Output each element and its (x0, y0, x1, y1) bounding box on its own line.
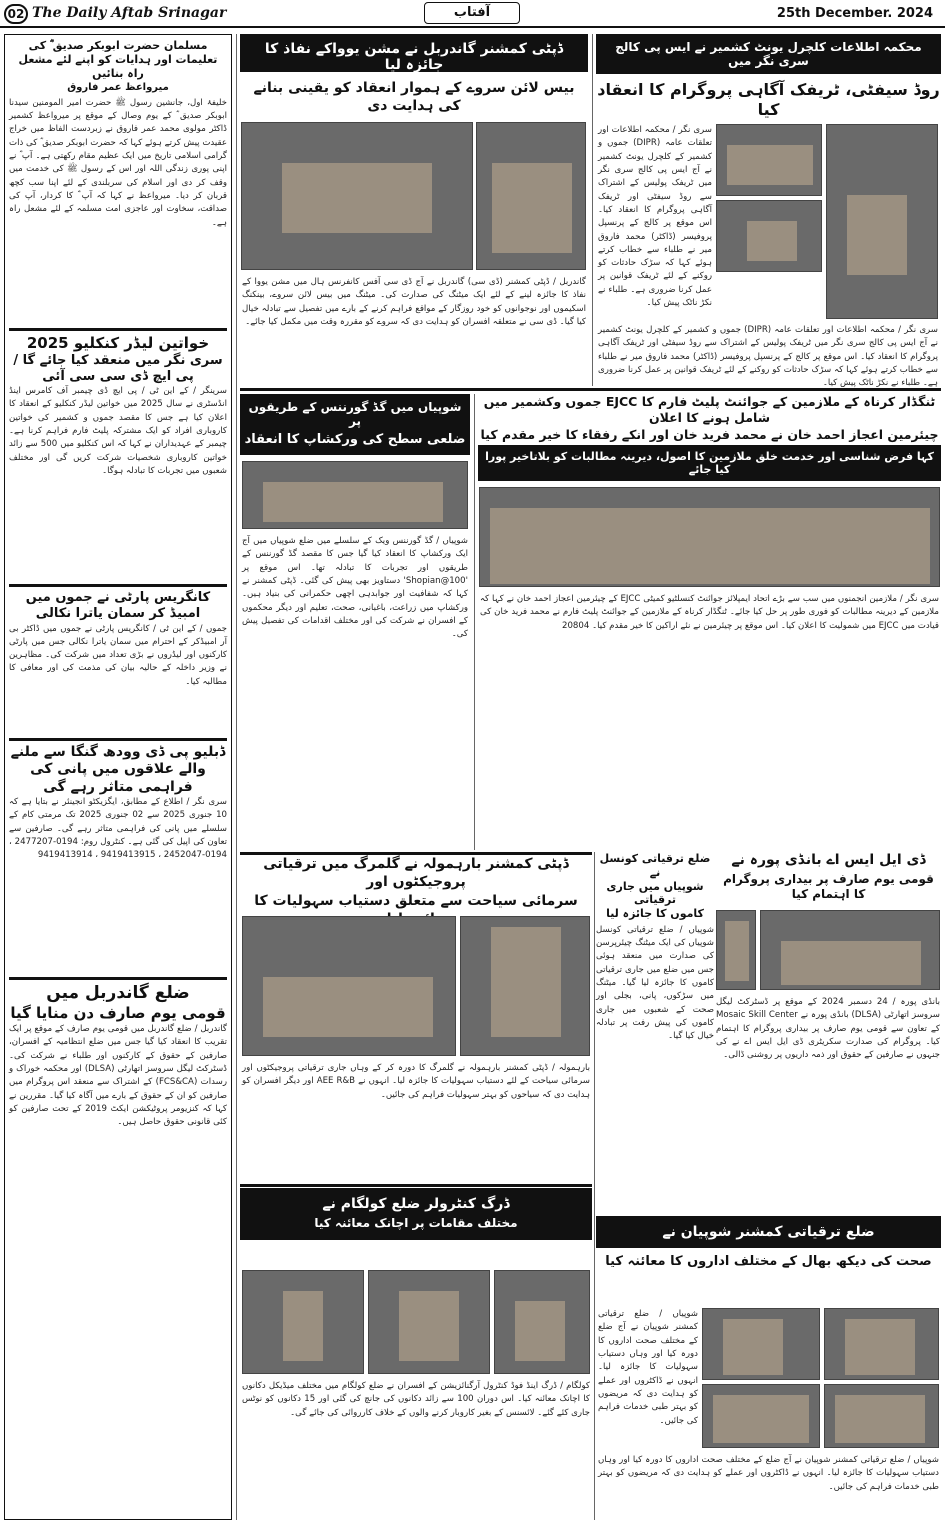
a8-photo-3 (494, 1270, 590, 1374)
a1-head-1: محکمہ اطلاعات کلچرل یونٹ کشمیر نے ایس پی کالج سری نگر میں (596, 34, 941, 74)
a9-head-1: ضلع ترقیاتی کمشنر شوپیان نے (596, 1216, 941, 1248)
a9-photo-2 (824, 1308, 939, 1380)
left-head-1: مسلمان حضرت ابوبکر صدیق ؓ کی تعلیمات اور ہدایات کو اپنے لئے مشعل راہ بنائیں (18, 39, 218, 80)
article-road-safety (596, 34, 941, 389)
a8-body: کولگام / ڈرگ اینڈ فوڈ کنٹرول آرگنائزیشن کے افسران نے ضلع کولگام میں مختلف میڈیکل دکانوں کا اچانک معائنہ کیا۔ اس دوران 100 سے زائد دکانوں کی جانچ کی گئی اور 15 دکانوں کو نوٹس جاری کئے گئے۔ لائسنس کے بغیر کاروبار کرنے والوں کے خلاف کارروائی کی جائے گی۔ (242, 1381, 590, 1418)
a5-head-1: ضلع ترقیاتی کونسل نے (599, 852, 711, 879)
a2-head-1: ڈپٹی کمشنر گاندربل نے مشن یوواکے نفاذ کا جائزہ لیا (240, 34, 588, 72)
a2-body: گاندربل / ڈپٹی کمشنر (ڈی سی) گاندربل نے آج ڈی سی آفس کانفرنس ہال میں مشن یووا کے نفاذ کا جائزہ لینے کے لئے ایک میٹنگ کی صدارت کی۔ میٹنگ میں بیس لائن سروے، بینکنگ اسکیموں اور نوجوانوں کو خود روزگار کے مواقع فراہم کرنے کے بارے میں تفصیل سے تبادلہ خیال کیا گیا۔ ڈی سی نے متعلقہ افسران کو ہدایت دی کہ سروے کو مقررہ وقت میں مکمل کیا جائے۔ (242, 277, 586, 327)
left-body-5: سری نگر / اطلاع کے مطابق، ایگزیکٹو انجینئر نے بتایا ہے کہ 10 جنوری 2025 سے 02 جنوری 2025 تک مرمتی کام کے سلسلے میں پانی کی فراہمی متاثر رہے گی۔ صارفین سے تعاون کی اپیل کی گئی ہے۔ کنٹرول روم: 0194-2477207 ، 0194-2452047 ، 9419413915 ، 9419413914 (9, 797, 228, 861)
article-ddc-shopian (596, 852, 714, 1212)
a9-head-2: صحت کی دیکھ بھال کے مختلف اداروں کا معائنہ کیا (605, 1254, 932, 1269)
left-body-4: جموں / کے این ٹی / کانگریس پارٹی نے جموں میں ڈاکٹر بی آر امبیڈکر کے احترام میں سمان یاترا نکالی جس میں پارٹی کارکنوں اور لیڈروں نے بڑی تعداد میں شرکت کی۔ مظاہرین نے وزیر داخلہ کے حالیہ بیان کی مذمت کی اور معافی کا مطالبہ کیا۔ (9, 623, 227, 687)
a3-body: شوپیاں / گڈ گورننس ویک کے سلسلے میں ضلع شوپیاں میں آج ایک ورکشاپ کا انعقاد کیا گیا جس کا مقصد گڈ گورننس کے طریقوں اور تجربات کا تبادلہ تھا۔ اس موقع پر '100@Shopian' دستاویز بھی پیش کی گئی۔ ڈپٹی کمشنر نے کہا کہ شفافیت اور جوابدہی اچھی حکمرانی کی بنیاد ہیں۔ ورکشاپ میں زراعت، باغبانی، صحت، تعلیم اور دیگر محکموں کے افسران نے شرکت کی اور مختلف اقدامات کی تفصیل پیش کی۔ (242, 536, 468, 640)
left-body-7: گاندربل / ضلع گاندربل میں قومی یوم صارف کے موقع پر ایک تقریب کا انعقاد کیا گیا جس میں ضلع انتظامیہ کے افسران، صارفین کے حقوق کے کارکنوں اور طلباء نے شرکت کی۔ ڈسٹرکٹ لیگل سروسز اتھارٹی (DLSA) اور محکمہ خوراک و رسدات (FCS&CA) کے اشتراک سے منعقد اس پروگرام میں صارفین کو ان کے حقوق کے بارے میں آگاہ کیا گیا۔ مقررین نے کہا کہ کنزیومر پروٹیکشن ایکٹ 2019 کے تحت صارفین کو کئی قانونی حقوق حاصل ہیں۔ (9, 1024, 227, 1128)
article-good-governance (240, 394, 470, 850)
a6-body: بانڈی پورہ / 24 دسمبر 2024 کے موقع پر ڈسٹرکٹ لیگل سروسز اتھارٹی (DLSA) بانڈی پورہ نے Mosaic Skill Center کے تعاون سے قومی یوم صارف پر بیداری پروگرام کا اہتمام کیا۔ پروگرام کی صدارت سکریٹری ڈی ایل ایس اے نے کی جنہوں نے صارفین کے حقوق اور ذمہ داریوں پر روشنی ڈالی۔ (716, 997, 941, 1061)
article-drug-controller (240, 1188, 592, 1520)
a4-head-2: چیئرمین اعجاز احمد خان نے محمد فرید خان اور انکے رفقاء کا خیر مقدم کیا (480, 427, 939, 443)
a4-head-1: ٹنگڈار کرناہ کے ملازمین کے جوائنٹ پلیٹ فارم کا EJCC جموں وکشمیر میں شامل ہونے کا اعلان (483, 394, 936, 425)
left-byline: میرواعظ عمر فاروق (67, 82, 169, 94)
left-body-2: سرینگر / کے این ٹی / پی ایچ ڈی چیمبر آف کامرس اینڈ انڈسٹری نے سال 2025 میں خواتین لیڈر کنکلیو کے انعقاد کا اعلان کیا ہے جس کا مقصد جموں و کشمیر کی خواتین کاروباری افراد کو ایک مشترکہ پلیٹ فارم فراہم کرنا ہے۔ چیمبر کے عہدیداران نے کہا کہ اس کنکلیو میں 500 سے زائد خواتین کاروباری شخصیات شرکت کریں گی اور مختلف شعبوں میں تجربات کا تبادلہ ہوگا۔ (9, 386, 227, 476)
a1-body-cont: سری نگر / محکمہ اطلاعات اور تعلقات عامہ (DIPR) جموں و کشمیر کے کلچرل یونٹ کشمیر نے آج ایس پی کالج سری نگر میں ٹریفک پولیس کے اشتراک سے روڈ سیفٹی اور ٹریفک آگاہی پروگرام کا انعقاد کیا۔ اس موقع پر کالج کے پرنسپل پروفیسر (ڈاکٹر) محمد فاروق میر نے طلباء سے خطاب کرتے ہوئے کہا کہ سڑک حادثات کو روکنے کے لئے ٹریفک قوانین پر عمل کرنا ضروری ہے۔ طلباء نے نکڑ ناٹک پیش کیا۔ (598, 325, 938, 389)
page-number: 02 (4, 4, 28, 24)
masthead-logo: آفتاب (424, 2, 520, 24)
left-column (4, 34, 232, 1520)
a2-head-2: بیس لائن سروے کے ہموار انعقاد کو یقینی بنانے کی ہدایت دی (253, 80, 575, 114)
left-head-3: سری نگر میں منعقد کیا جائے گا / پی ایچ ڈی سی سی آئی (13, 352, 223, 384)
a8-head-1: ڈرگ کنٹرولر ضلع کولگام نے (240, 1188, 592, 1214)
a2-photo-1 (241, 122, 473, 270)
a5-head-2: شوپیاں میں جاری ترقیاتی (606, 879, 704, 907)
a1-photo-3 (716, 200, 822, 272)
a9-photo-3 (702, 1384, 820, 1448)
a1-photo-2 (716, 124, 822, 196)
left-head-5: ڈبلیو پی ڈی وودھ گنگا سے ملنے والے علاقوں میں پانی کی فراہمی متاثر رہے گی (10, 743, 226, 795)
a5-head-3: کاموں کا جائزہ لیا (606, 907, 704, 920)
a9-photo-1 (702, 1308, 820, 1380)
article-gulmarg (240, 856, 592, 1182)
left-head-6: ضلع گاندربل میں (46, 983, 190, 1003)
left-body-1: خلیفۂ اول، جانشین رسول ﷺ حضرت امیر المومنین سیدنا ابوبکر صدیق ؓ کے یوم وصال کے موقع پر میرواعظ کشمیر ڈاکٹر مولوی محمد عمر فاروق نے زبردست الفاظ میں خراج عقیدت پیش کرتے ہوئے کہا کہ حضرت ابوبکر صدیق ؓ کی ذات گرامی اسلامی تاریخ میں ایک عظیم مقام رکھتی ہے۔ آپ ؓ نے اپنی پوری زندگی اللہ اور اس کے رسول ﷺ کی خدمت میں وقف کر دی اور اسلام کی سربلندی کے لئے اپنا سب کچھ قربان کر دیا۔ میرواعظ نے کہا کہ آپ ؓ کا کردار، آپ کی صداقت، سخاوت اور عاجزی امت مسلمہ کے لئے مشعل راہ ہے۔ (9, 97, 227, 228)
a3-head-2: ضلعی سطح کی ورکشاپ کا انعقاد (240, 430, 470, 455)
a6-head-1: ڈی ایل ایس اے بانڈی پورہ نے (731, 852, 926, 868)
paper-name: The Daily Aftab Srinagar (32, 5, 227, 21)
a5-body: شوپیاں / ضلع ترقیاتی کونسل شوپیاں کی ایک میٹنگ چیئرپرسن کی صدارت میں منعقد ہوئی جس میں ضلع میں جاری ترقیاتی کاموں کا جائزہ لیا گیا۔ میٹنگ میں سڑکوں، پانی، بجلی اور صحت کے شعبوں میں جاری کاموں کی پیش رفت پر تبادلہ خیال کیا گیا۔ (596, 924, 714, 1042)
a1-head-2: روڈ سیفٹی، ٹریفک آگاہی پروگرام کا انعقاد کیا (597, 80, 940, 119)
a9-photo-4 (824, 1384, 939, 1448)
a8-photo-1 (242, 1270, 364, 1374)
a4-body: سری نگر / ملازمین انجمنوں میں سب سے بڑے اتحاد ایمپلائز جوائنٹ کنسلٹیو کمیٹی EJCC کے چیئرمین اعجاز احمد خان نے کہا کہ ملازمین کے دیرینہ مطالبات کو فوری طور پر حل کیا جائے۔ ٹنگڈار کرناہ کے ملازمین کے جوائنٹ پلیٹ فارم نے محمد فرید خان کی قیادت میں EJCC میں شمولیت کا اعلان کیا۔ اس موقع پر چیئرمین نے نئے اراکین کا خیر مقدم کیا۔ 20804 (480, 593, 939, 631)
article-dlsa-bandipora (716, 852, 941, 1212)
a8-photo-2 (368, 1270, 490, 1374)
masthead (0, 0, 945, 28)
left-head-4: کانگریس پارٹی نے جموں میں امبیڈ کر سمان یاترا نکالی (25, 590, 211, 622)
a1-body: سری نگر / محکمہ اطلاعات اور تعلقات عامہ (DIPR) جموں و کشمیر کے کلچرل یونٹ کشمیر نے آج ایس پی کالج سری نگر میں ٹریفک پولیس کے اشتراک سے روڈ سیفٹی اور ٹریفک آگاہی پروگرام کا انعقاد کیا۔ اس موقع پر کالج کے پرنسپل پروفیسر (ڈاکٹر) محمد فاروق میر نے طلباء سے خطاب کرتے ہوئے کہا کہ سڑک حادثات کو روکنے کے لئے ٹریفک قوانین پر عمل کرنا ضروری ہے۔ طلباء نے نکڑ ناٹک پیش کیا۔ (598, 125, 713, 309)
a9-body: شوپیاں / ضلع ترقیاتی کمشنر شوپیان نے آج ضلع کے مختلف صحت اداروں کا دورہ کیا اور وہاں دستیاب سہولیات کا جائزہ لیا۔ انہوں نے ڈاکٹروں اور عملے کو ہدایت دی کہ مریضوں کو بہتر طبی خدمات فراہم کی جائیں۔ (598, 1309, 698, 1426)
a6-photo-2 (760, 910, 940, 990)
left-head-7: قومی یوم صارف دن منایا گیا (10, 1004, 226, 1023)
a4-head-3: کہا فرض شناسی اور خدمت خلق ملازمین کا اصول، دیرینہ مطالبات کو بلاتاخیر پورا کیا جائے (478, 445, 941, 481)
article-health-inspection (596, 1216, 941, 1520)
article-mission-yuva (240, 34, 588, 384)
issue-date: 25th December. 2024 (776, 6, 933, 21)
a7-body: بارہمولہ / ڈپٹی کمشنر بارہمولہ نے گلمرگ کا دورہ کر کے وہاں جاری ترقیاتی پروجیکٹوں اور سرمائی سیاحت کے لئے دستیاب سہولیات کا جائزہ لیا۔ انہوں نے AEE R&B اور دیگر افسران کو ہدایت دی کہ سیاحوں کو بہتر سہولیات فراہم کی جائیں۔ (242, 1063, 590, 1100)
a2-photo-2 (476, 122, 586, 270)
a1-photo-1 (826, 124, 938, 319)
a3-head-1: شوپیاں میں گڈ گورننس کے طریقوں پر (240, 394, 470, 430)
left-head-2: خواتین لیڈر کنکلیو 2025 (26, 333, 210, 352)
a7-head-2: سرمائی سیاحت سے متعلق دستیاب سہولیات کا (254, 893, 578, 909)
a7-photo-2 (460, 916, 590, 1056)
article-ejcc (478, 394, 941, 850)
a8-head-2: مختلف مقامات پر اچانک معائنہ کیا (240, 1214, 592, 1240)
a6-head-2: قومی یوم صارف پر بیداری پروگرام کا اہتمام کیا (723, 871, 934, 901)
a3-photo (242, 461, 468, 529)
a4-photo (479, 487, 940, 587)
a6-photo-1 (716, 910, 756, 990)
a7-photo-1 (242, 916, 456, 1056)
a9-body-cont: شوپیاں / ضلع ترقیاتی کمشنر شوپیان نے آج ضلع کے مختلف صحت اداروں کا دورہ کیا اور وہاں دستیاب سہولیات کا جائزہ لیا۔ انہوں نے ڈاکٹروں اور عملے کو ہدایت دی کہ مریضوں کو بہتر طبی خدمات فراہم کی جائیں۔ (598, 1455, 939, 1492)
a7-head-1: ڈپٹی کمشنر بارہمولہ نے گلمرگ میں ترقیاتی پروجیکٹوں اور (263, 856, 569, 890)
